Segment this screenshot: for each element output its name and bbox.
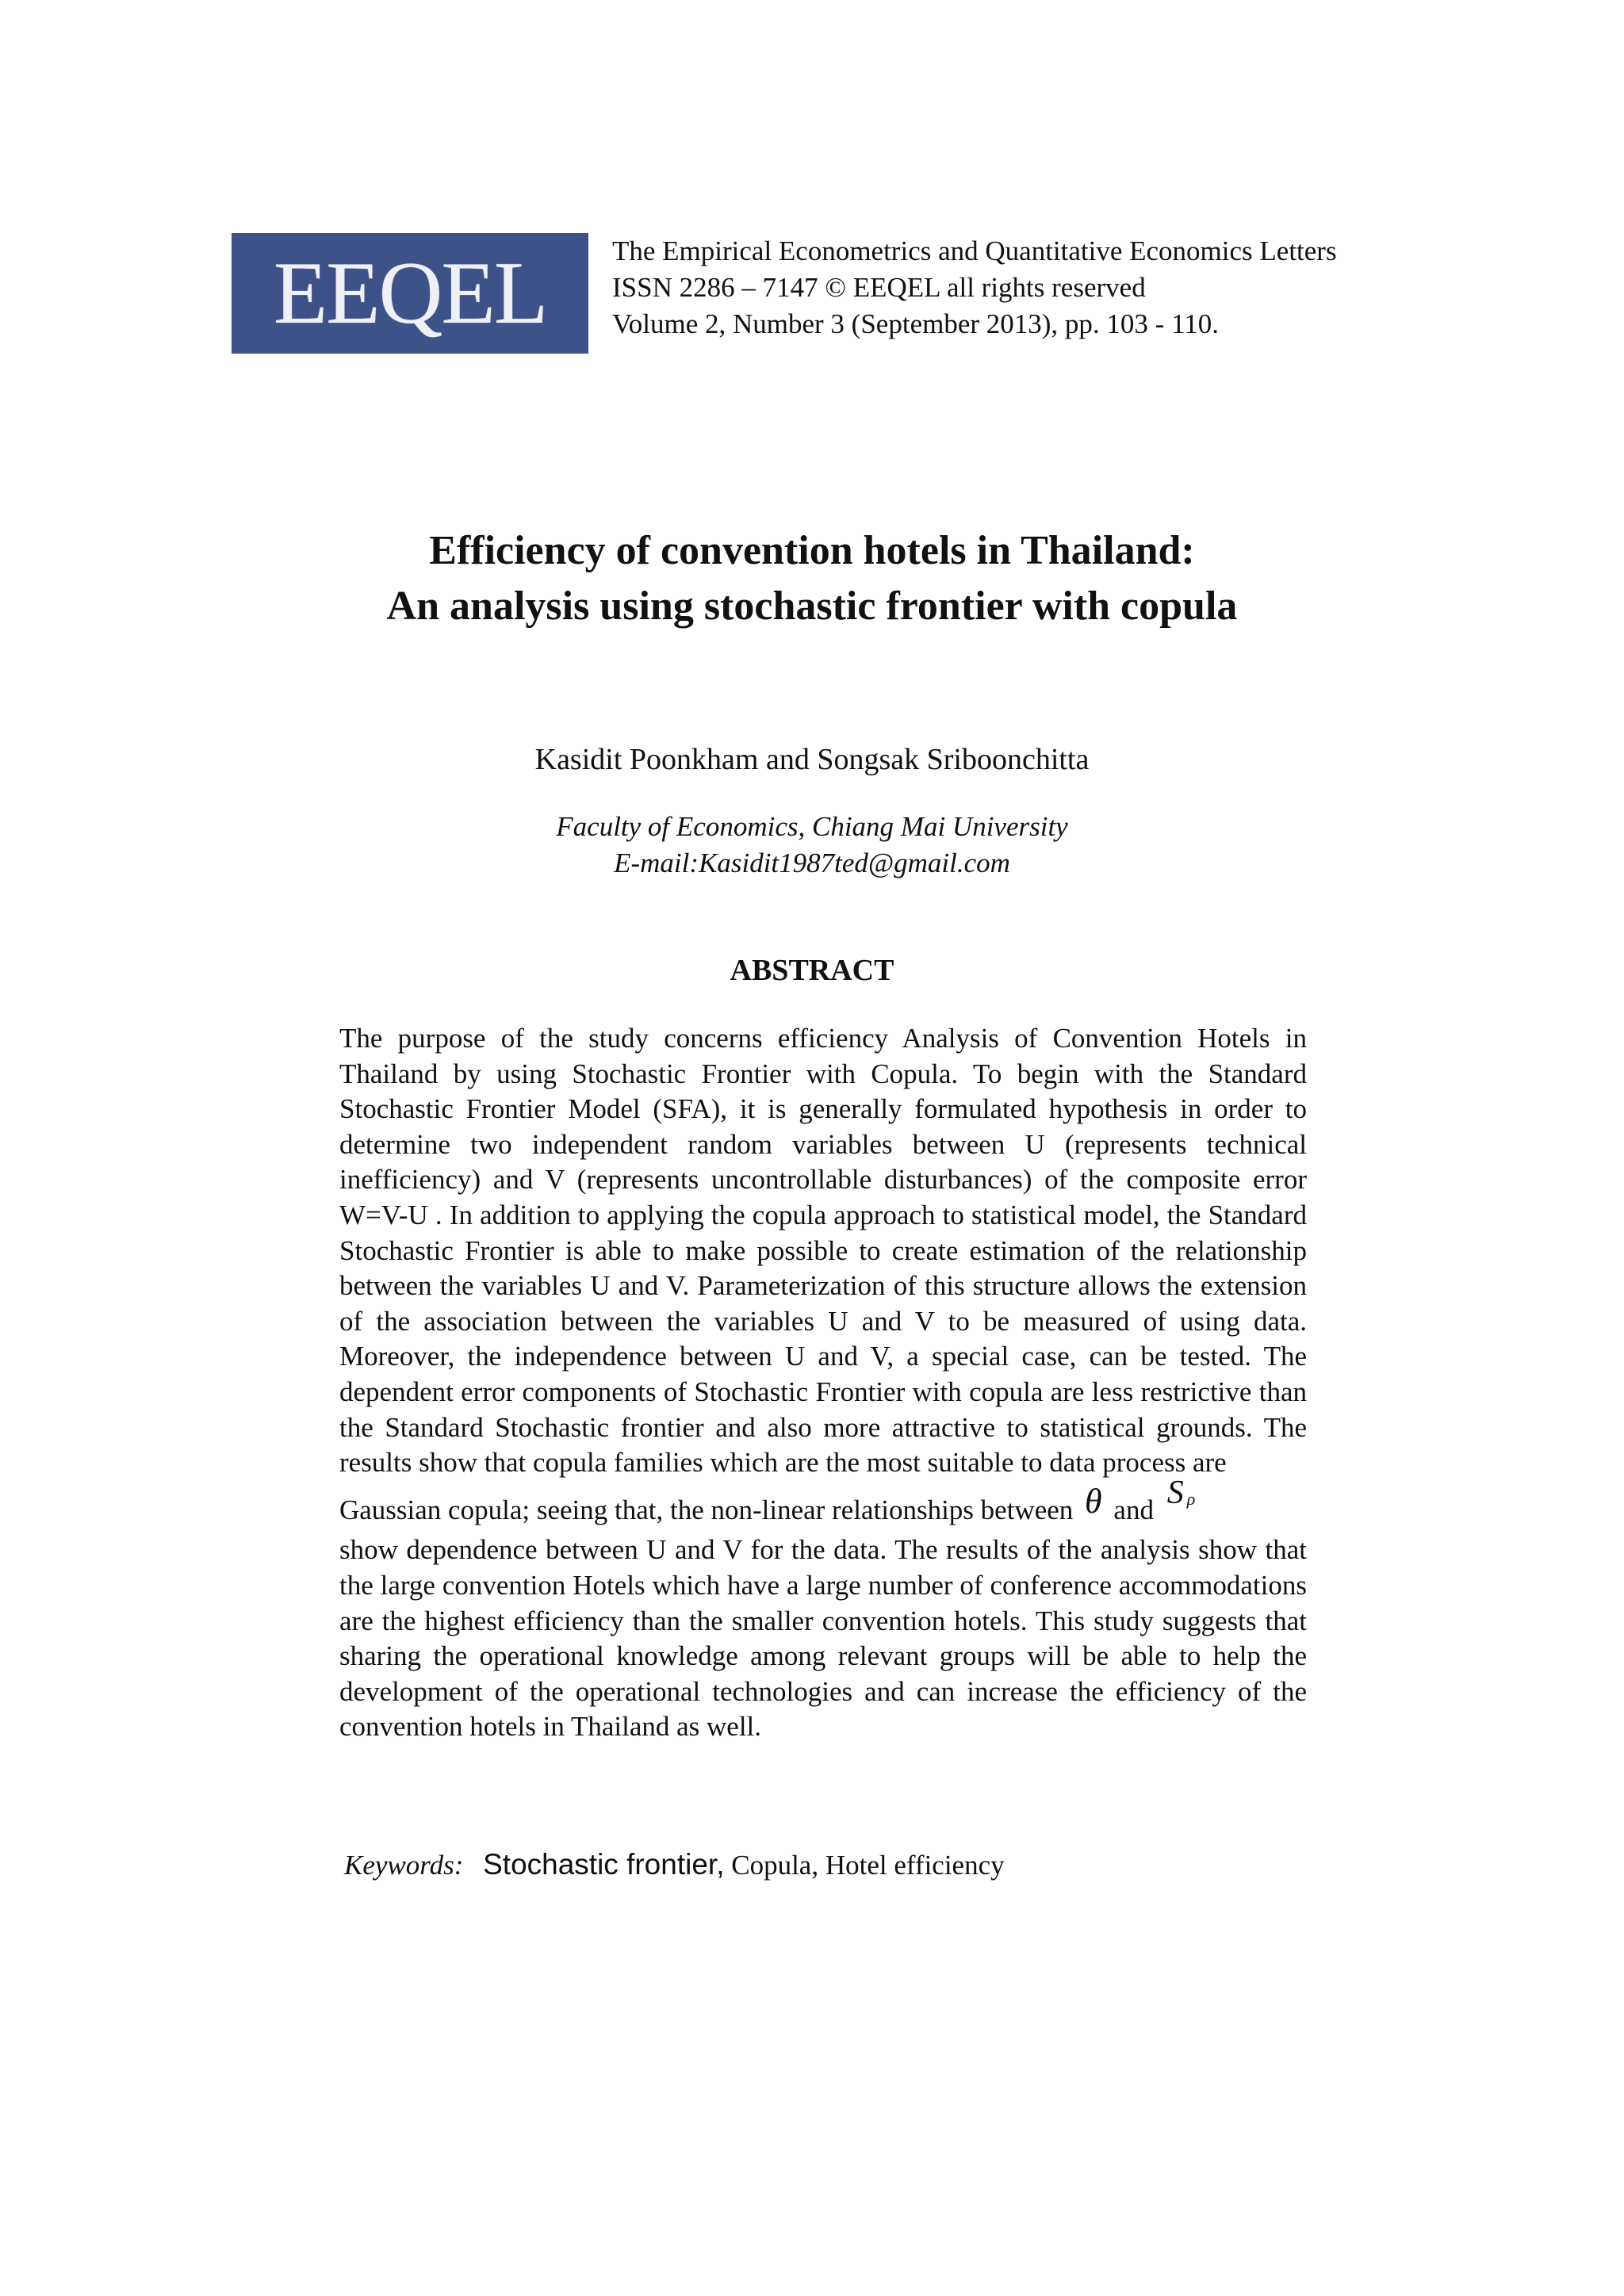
keywords-label: Keywords: — [344, 1850, 464, 1881]
s-symbol: S — [1166, 1474, 1184, 1511]
email: E-mail:Kasidit1987ted@gmail.com — [614, 848, 1010, 878]
s-rho-symbol — [1167, 1475, 1196, 1511]
keywords — [344, 1846, 1005, 1885]
journal-name: The Empirical Econometrics and Quantitative Economics Letters — [612, 235, 1337, 266]
affiliation — [0, 809, 1624, 882]
abstract-part-3: show dependence between U and V for the data. The results of the analysis show that the large convention Hotels which have a large number of conference accommodations are the highest efficiency than the smaller convention hotels. This study suggests that sharing the operational knowledge among relevant groups will be able to help the development of the operational technologies and can increase the efficiency of the convention hotels in Thailand as well. — [339, 1534, 1307, 1743]
journal-info — [612, 233, 1580, 342]
issn-line: ISSN 2286 – 7147 © EEQEL all rights reserved — [612, 272, 1146, 303]
journal-logo — [232, 233, 588, 354]
title-line-2: An analysis using stochastic frontier with copula — [386, 584, 1238, 629]
authors: Kasidit Poonkham and Songsak Sriboonchitta — [534, 743, 1090, 776]
keyword-1: Stochastic frontier, — [483, 1848, 725, 1881]
and-word: and — [1113, 1494, 1154, 1525]
abstract-part-1: The purpose of the study concerns efficiency Analysis of Convention Hotels in Thailand by using Stochastic Frontier with Copula. To begin with the Standard Stochastic Frontier Model (SFA), it is generally formulated hypothesis in order to determine two independent random variables between U (represents technical inefficiency) and V (represents uncontrollable disturbances) of the composite error W=V-U . In addition to applying the copula approach to statistical model, the Standard Stochastic Frontier is able to make possible to create estimation of the relationship between the variables U and V. Parameterization of this structure allows the extension of the association between the variables U and V to be measured of using data. Moreover, the independence between U and V, a special case, can be tested. The dependent error components of Stochastic Frontier with copula are less restrictive than the Standard Stochastic frontier and also more attractive to statistical grounds. The results show that copula families which are the most suitable to data process are — [339, 1023, 1307, 1479]
abstract-part-2: Gaussian copula; seeing that, the non-linear relationships between — [339, 1494, 1074, 1525]
abstract-body — [339, 1021, 1307, 1745]
keyword-2: Copula, — [731, 1850, 819, 1881]
rho-subscript: ρ — [1186, 1488, 1196, 1509]
institution: Faculty of Economics, Chiang Mai University — [556, 811, 1068, 842]
theta-symbol: θ — [1085, 1481, 1102, 1521]
formula-line — [339, 1474, 1307, 1533]
paper-title — [0, 523, 1624, 634]
volume-line: Volume 2, Number 3 (September 2013), pp. 103 - 110. — [612, 308, 1220, 339]
abstract-heading: ABSTRACT — [730, 954, 894, 987]
logo-text: EEQEL — [273, 244, 547, 342]
title-line-1: Efficiency of convention hotels in Thailand: — [429, 528, 1195, 573]
keyword-3: Hotel efficiency — [825, 1850, 1005, 1881]
